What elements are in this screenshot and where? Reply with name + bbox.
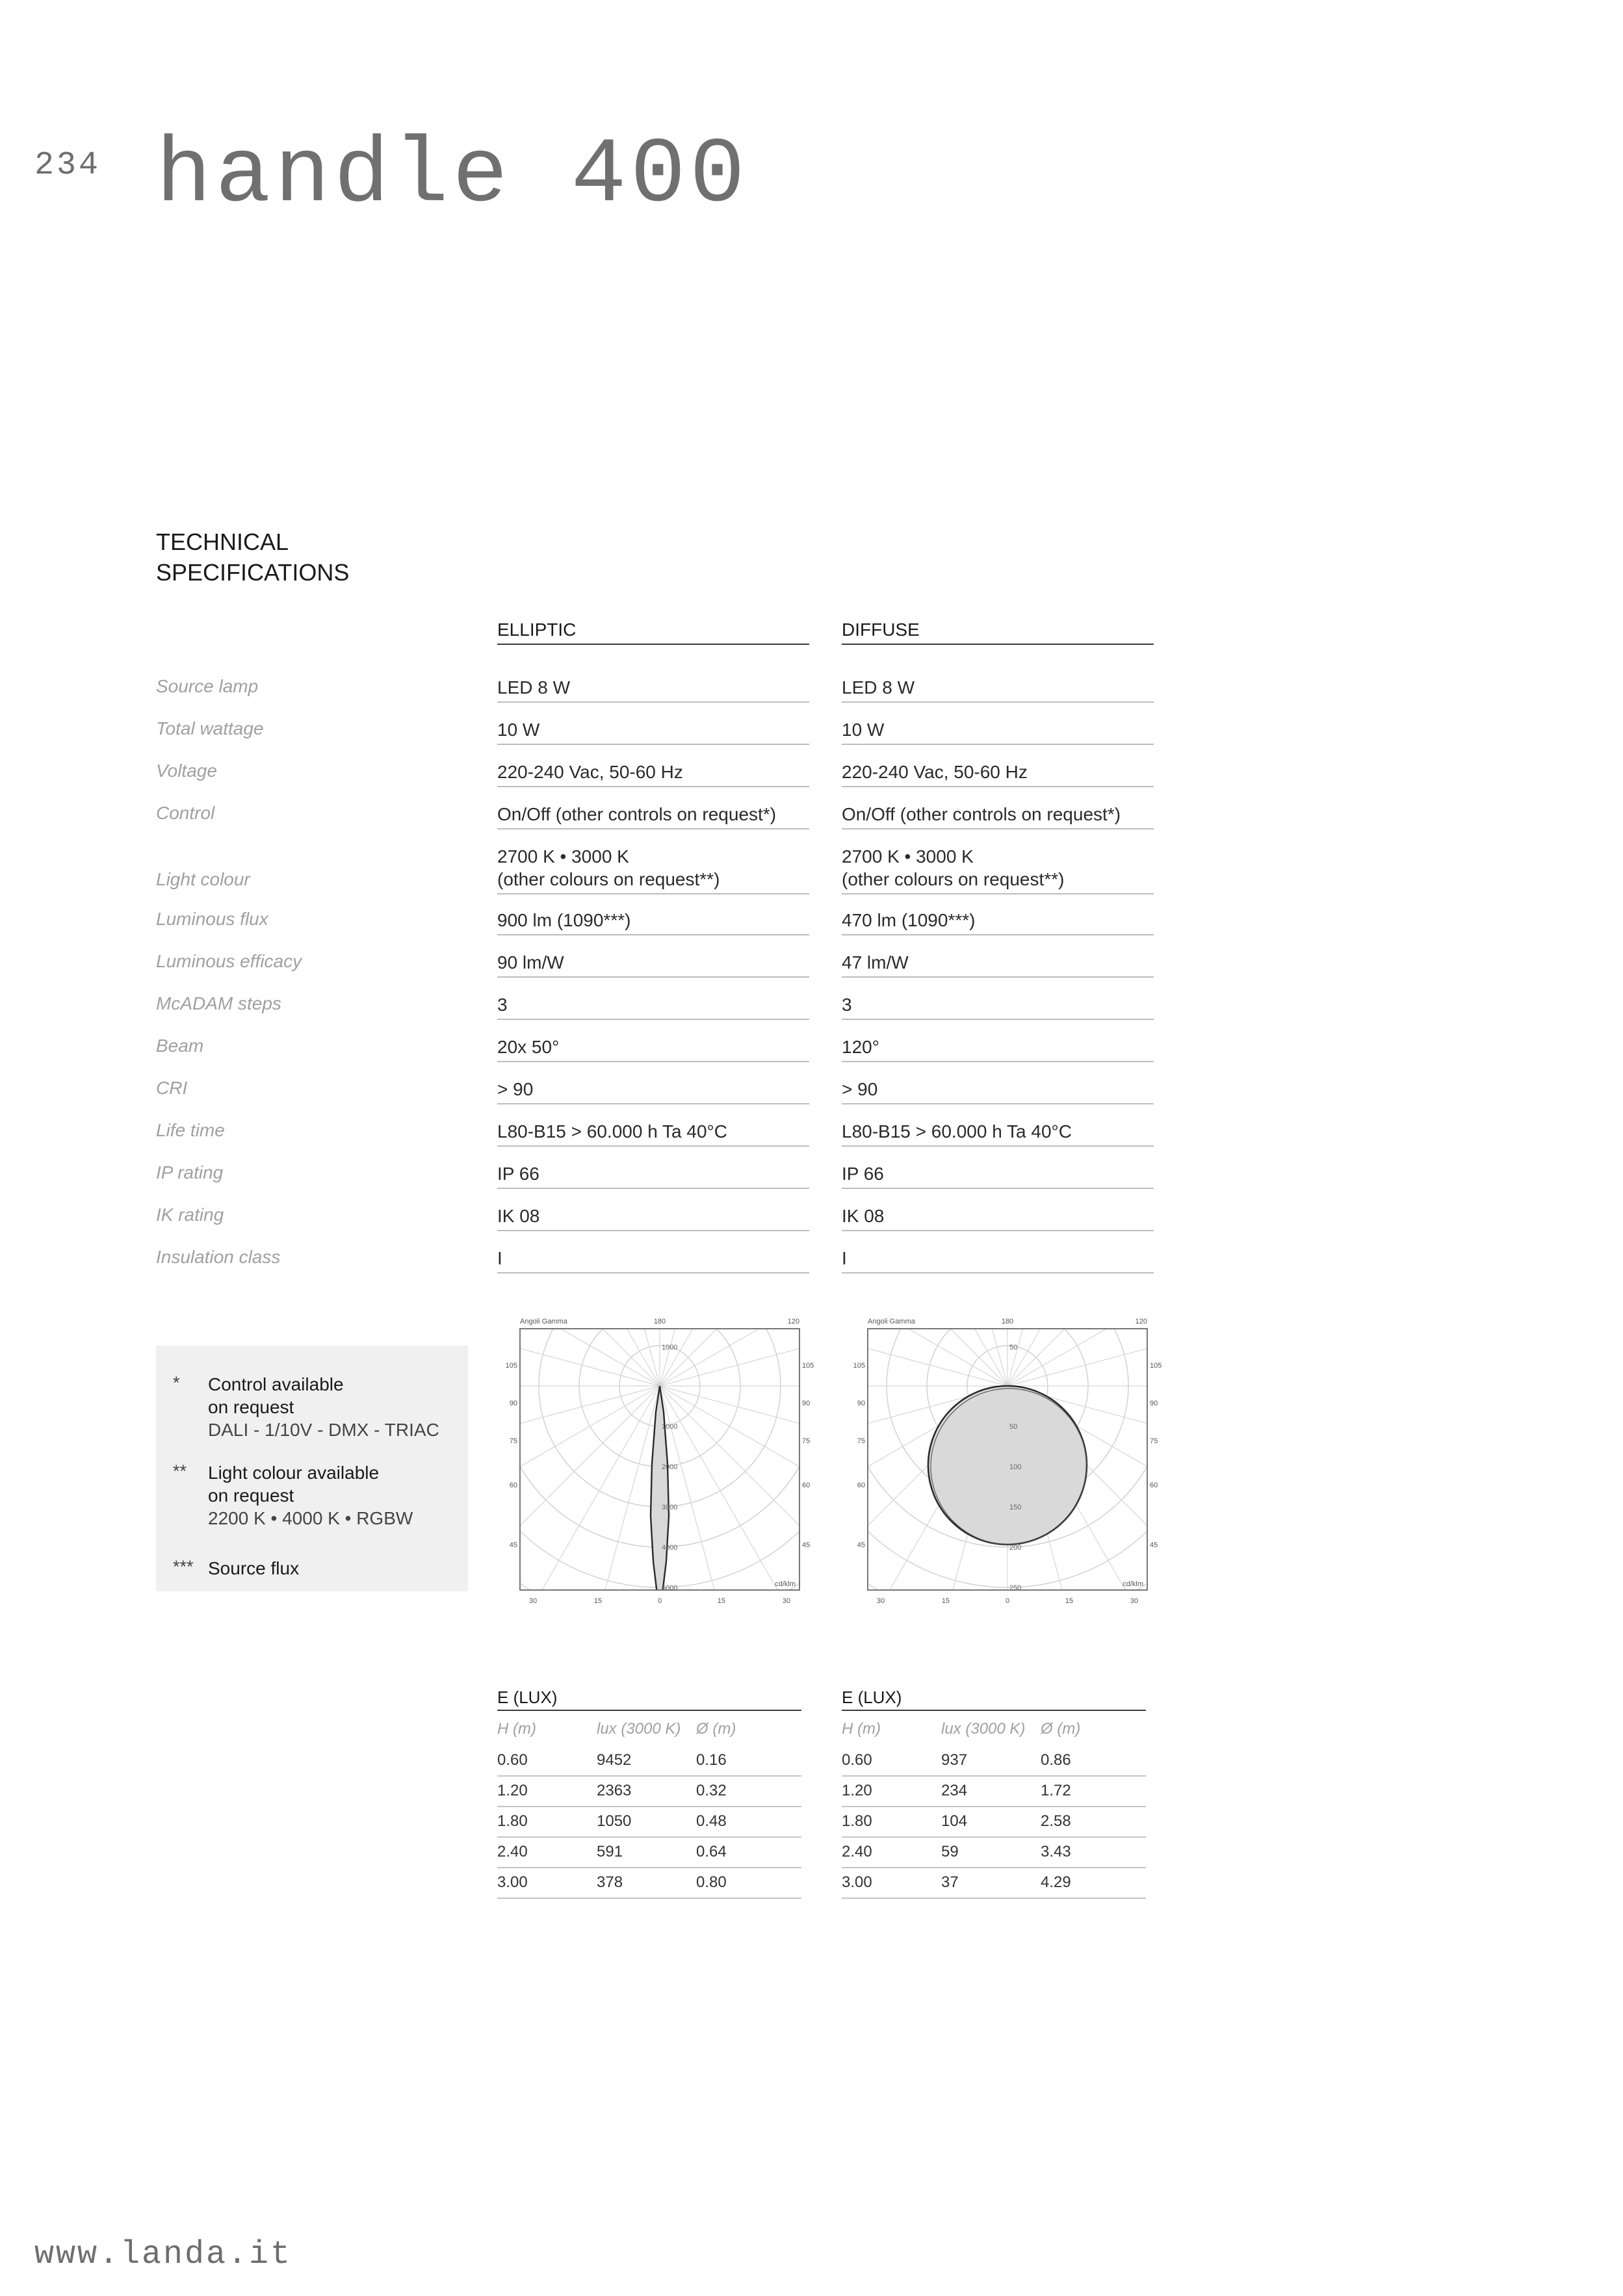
spec-value-line: I — [497, 1248, 502, 1268]
spec-value-diffuse — [842, 909, 1154, 935]
lux-table-row — [842, 1775, 1146, 1807]
spec-label: Luminous flux — [156, 909, 268, 929]
angle-header-top: 180 — [1001, 1318, 1014, 1325]
lux-table-cell: 2.40 — [842, 1843, 872, 1860]
side-angle-label: 75 — [1150, 1437, 1158, 1445]
bottom-angle-label: 30 — [528, 1597, 538, 1605]
spec-label: Total wattage — [156, 718, 264, 738]
column-header-rule — [497, 644, 809, 645]
spec-value-line: 2700 K • 3000 K — [497, 846, 629, 867]
angle-header-label: Angoli Gamma — [868, 1318, 915, 1325]
note-detail: DALI - 1/10V - DMX - TRIAC — [208, 1420, 439, 1440]
spec-label: Luminous efficacy — [156, 951, 302, 971]
bottom-angle-label: 0 — [1005, 1597, 1010, 1605]
side-angle-label: 90 — [1150, 1400, 1158, 1407]
scale-label: 3000 — [662, 1504, 678, 1511]
lux-table-rule — [842, 1710, 1146, 1711]
lux-table-cell: 1.20 — [842, 1782, 872, 1799]
spec-value-elliptic — [497, 1036, 809, 1062]
side-angle-label: 60 — [802, 1481, 811, 1489]
spec-value-line: 470 lm (1090***) — [842, 910, 976, 930]
lux-table-cell: 1050 — [597, 1812, 632, 1830]
side-angle-label: 105 — [802, 1362, 814, 1370]
column-header-diffuse: DIFFUSE — [842, 620, 920, 640]
polar-diagram-elliptic — [505, 1313, 814, 1628]
spec-value-line: (other colours on request**) — [497, 869, 720, 889]
note-mark: ** — [173, 1461, 187, 1481]
lux-table-header: H (m) — [842, 1720, 881, 1738]
lux-table-row — [842, 1836, 1146, 1868]
page-title: handle 400 — [156, 124, 749, 228]
lux-table-cell: 0.60 — [842, 1751, 872, 1769]
note-source-flux — [208, 1557, 299, 1580]
spec-value-elliptic — [497, 1162, 809, 1189]
lux-table-row — [842, 1745, 1146, 1777]
spec-value-elliptic — [497, 1078, 809, 1104]
spec-value-line: IK 08 — [842, 1206, 885, 1226]
lux-table-cell: 2363 — [597, 1782, 632, 1799]
spec-value-diffuse — [842, 1120, 1154, 1147]
lux-table-cell: 0.48 — [696, 1812, 727, 1830]
side-angle-label: 45 — [1150, 1541, 1158, 1549]
bottom-angle-label: 15 — [593, 1597, 603, 1605]
unit-label: cd/klm — [1123, 1580, 1143, 1588]
spec-label: IK rating — [156, 1205, 224, 1225]
section-title — [156, 527, 349, 588]
lux-table-cell: 104 — [941, 1812, 968, 1830]
spec-label: Life time — [156, 1120, 225, 1140]
spec-value-diffuse — [842, 803, 1154, 829]
lux-table-header: lux (3000 K) — [941, 1720, 1026, 1738]
note-control — [208, 1373, 439, 1441]
note-title: Control available — [208, 1374, 344, 1394]
angle-header-top: 180 — [653, 1318, 666, 1325]
scale-label: 150 — [1009, 1504, 1022, 1511]
lux-table-cell: 9452 — [597, 1751, 632, 1769]
lux-table-cell: 3.00 — [497, 1873, 528, 1891]
side-angle-label: 90 — [509, 1400, 517, 1407]
unit-label: cd/klm — [775, 1580, 796, 1588]
spec-value-line: LED 8 W — [842, 677, 915, 698]
side-angle-label: 60 — [1150, 1481, 1158, 1489]
spec-value-line: (other colours on request**) — [842, 869, 1065, 889]
lux-table-rule — [497, 1710, 801, 1711]
spec-value-line: > 90 — [842, 1079, 878, 1099]
spec-label: Beam — [156, 1036, 204, 1056]
note-mark: * — [173, 1373, 180, 1392]
spec-value-line: I — [842, 1248, 847, 1268]
spec-label: McADAM steps — [156, 993, 281, 1013]
lux-table-row — [842, 1867, 1146, 1899]
lux-table-header: H (m) — [497, 1720, 536, 1738]
spec-value-elliptic — [497, 993, 809, 1020]
lux-table-cell: 0.60 — [497, 1751, 528, 1769]
side-angle-label: 90 — [857, 1400, 865, 1407]
lux-table-row — [497, 1775, 801, 1807]
spec-value-line: 3 — [497, 995, 508, 1015]
note-light-colour — [208, 1461, 413, 1530]
bottom-angle-label: 30 — [782, 1597, 791, 1605]
lux-table-cell: 0.16 — [696, 1751, 727, 1769]
scale-label: 2000 — [662, 1463, 678, 1471]
lux-table-cell: 1.20 — [497, 1782, 528, 1799]
bottom-angle-label: 30 — [876, 1597, 885, 1605]
spec-label: Voltage — [156, 761, 217, 781]
polar-diagram-diffuse — [853, 1313, 1162, 1628]
column-header-rule — [842, 644, 1154, 645]
page-number: 234 — [34, 147, 101, 184]
lux-table-cell: 4.29 — [1041, 1873, 1071, 1891]
lux-table-cell: 3.43 — [1041, 1843, 1071, 1860]
scale-label: 100 — [1009, 1463, 1022, 1471]
scale-label: 50 — [1009, 1344, 1018, 1351]
lux-table-row — [842, 1806, 1146, 1838]
spec-value-line: > 90 — [497, 1079, 534, 1099]
lux-table-cell: 0.80 — [696, 1873, 727, 1891]
spec-value-line: 3 — [842, 995, 852, 1015]
bottom-angle-label: 15 — [717, 1597, 726, 1605]
note-mark: *** — [173, 1557, 194, 1576]
spec-value-line: 10 W — [497, 720, 540, 740]
lux-table-cell: 37 — [941, 1873, 959, 1891]
spec-value-line: 10 W — [842, 720, 885, 740]
spec-value-line: 220-240 Vac, 50-60 Hz — [497, 762, 683, 782]
spec-value-elliptic — [497, 761, 809, 787]
lux-table-title: E (LUX) — [497, 1688, 558, 1707]
side-angle-label: 45 — [857, 1541, 865, 1549]
section-title-line1: TECHNICAL — [156, 528, 289, 555]
spec-value-line: 900 lm (1090***) — [497, 910, 631, 930]
note-title: on request — [208, 1397, 294, 1417]
lux-table-cell: 234 — [941, 1782, 968, 1799]
lux-table-cell: 1.80 — [842, 1812, 872, 1830]
lux-table-cell: 0.64 — [696, 1843, 727, 1860]
side-angle-label: 45 — [509, 1541, 517, 1549]
spec-value-diffuse — [842, 1162, 1154, 1189]
lux-table-cell: 378 — [597, 1873, 623, 1891]
side-angle-label: 45 — [802, 1541, 811, 1549]
lux-table-row — [497, 1836, 801, 1868]
spec-value-line: 120° — [842, 1037, 879, 1057]
spec-value-line: 220-240 Vac, 50-60 Hz — [842, 762, 1028, 782]
bottom-angle-label: 15 — [1065, 1597, 1074, 1605]
luminous-curve — [928, 1386, 1087, 1545]
spec-value-line: 20x 50° — [497, 1037, 560, 1057]
spec-value-diffuse — [842, 1078, 1154, 1104]
spec-value-diffuse — [842, 761, 1154, 787]
spec-label: Insulation class — [156, 1247, 281, 1267]
spec-value-line: 90 lm/W — [497, 952, 564, 972]
lux-table-row — [497, 1867, 801, 1899]
spec-value-diffuse — [842, 993, 1154, 1020]
bottom-angle-label: 30 — [1130, 1597, 1139, 1605]
spec-label: CRI — [156, 1078, 188, 1098]
footer-url: www.landa.it — [34, 2236, 292, 2273]
scale-label: 200 — [1009, 1544, 1022, 1552]
spec-value-elliptic — [497, 718, 809, 745]
spec-label: Light colour — [156, 869, 250, 889]
spec-value-line: LED 8 W — [497, 677, 571, 698]
note-title: Source flux — [208, 1558, 300, 1578]
lux-table-cell: 591 — [597, 1843, 623, 1860]
spec-value-elliptic — [497, 803, 809, 829]
column-header-elliptic: ELLIPTIC — [497, 620, 577, 640]
spec-value-line: 47 lm/W — [842, 952, 909, 972]
spec-value-diffuse — [842, 951, 1154, 978]
side-angle-label: 105 — [853, 1362, 865, 1370]
side-angle-label: 75 — [857, 1437, 865, 1445]
scale-label: 1000 — [662, 1344, 678, 1351]
spec-label: Control — [156, 803, 215, 823]
spec-value-line: IP 66 — [497, 1164, 539, 1184]
spec-value-diffuse — [842, 1205, 1154, 1231]
spec-value-diffuse — [842, 1036, 1154, 1062]
spec-value-elliptic — [497, 951, 809, 978]
lux-table-title: E (LUX) — [842, 1688, 902, 1707]
section-title-line2: SPECIFICATIONS — [156, 559, 350, 586]
spec-value-line: IP 66 — [842, 1164, 884, 1184]
side-angle-label: 60 — [857, 1481, 865, 1489]
side-angle-label: 90 — [802, 1400, 811, 1407]
spec-value-line: On/Off (other controls on request*) — [497, 804, 777, 824]
scale-label: 4000 — [662, 1544, 678, 1552]
spec-value-elliptic — [497, 1120, 809, 1147]
spec-value-diffuse — [842, 718, 1154, 745]
side-angle-label: 105 — [505, 1362, 517, 1370]
spec-label: IP rating — [156, 1162, 224, 1182]
lux-table-row — [497, 1745, 801, 1777]
luminous-curve — [651, 1386, 669, 1604]
note-title: Light colour available — [208, 1463, 380, 1483]
spec-value-line: L80-B15 > 60.000 h Ta 40°C — [497, 1121, 727, 1141]
lux-table-header: Ø (m) — [1041, 1720, 1081, 1738]
lux-table-cell: 937 — [941, 1751, 968, 1769]
lux-table-row — [497, 1806, 801, 1838]
spec-value-elliptic — [497, 1205, 809, 1231]
scale-label: 50 — [1009, 1423, 1018, 1431]
side-angle-label: 75 — [802, 1437, 811, 1445]
spec-value-diffuse — [842, 845, 1154, 894]
lux-table-header: lux (3000 K) — [597, 1720, 681, 1738]
lux-table-header: Ø (m) — [696, 1720, 736, 1738]
bottom-angle-label: 15 — [941, 1597, 950, 1605]
spec-value-elliptic — [497, 676, 809, 703]
lux-table-cell: 0.32 — [696, 1782, 727, 1799]
spec-value-line: On/Off (other controls on request*) — [842, 804, 1121, 824]
spec-value-elliptic — [497, 845, 809, 894]
lux-table-cell: 2.40 — [497, 1843, 528, 1860]
side-angle-label: 75 — [509, 1437, 517, 1445]
lux-table-cell: 2.58 — [1041, 1812, 1071, 1830]
spec-label: Source lamp — [156, 676, 259, 696]
spec-value-line: L80-B15 > 60.000 h Ta 40°C — [842, 1121, 1072, 1141]
angle-header-right: 120 — [1135, 1318, 1147, 1325]
scale-label: 1000 — [662, 1423, 678, 1431]
side-angle-label: 60 — [509, 1481, 517, 1489]
spec-value-elliptic — [497, 1247, 809, 1273]
spec-value-diffuse — [842, 1247, 1154, 1273]
side-angle-label: 105 — [1150, 1362, 1162, 1370]
lux-table-cell: 1.72 — [1041, 1782, 1071, 1799]
angle-header-label: Angoli Gamma — [520, 1318, 567, 1325]
spec-value-line: 2700 K • 3000 K — [842, 846, 974, 867]
scale-label: 5000 — [662, 1584, 678, 1592]
note-detail: 2200 K • 4000 K • RGBW — [208, 1508, 413, 1528]
lux-table-cell: 1.80 — [497, 1812, 528, 1830]
spec-value-elliptic — [497, 909, 809, 935]
grid-radial — [1007, 1018, 1375, 1386]
lux-table-cell: 0.86 — [1041, 1751, 1071, 1769]
spec-value-diffuse — [842, 676, 1154, 703]
spec-value-line: IK 08 — [497, 1206, 540, 1226]
lux-table-cell: 3.00 — [842, 1873, 872, 1891]
lux-table-cell: 59 — [941, 1843, 959, 1860]
notes-box — [156, 1346, 468, 1591]
bottom-angle-label: 0 — [657, 1597, 662, 1605]
grid-radial — [292, 1018, 660, 1386]
scale-label: 250 — [1009, 1584, 1022, 1592]
angle-header-right: 120 — [787, 1318, 799, 1325]
note-title: on request — [208, 1485, 294, 1506]
